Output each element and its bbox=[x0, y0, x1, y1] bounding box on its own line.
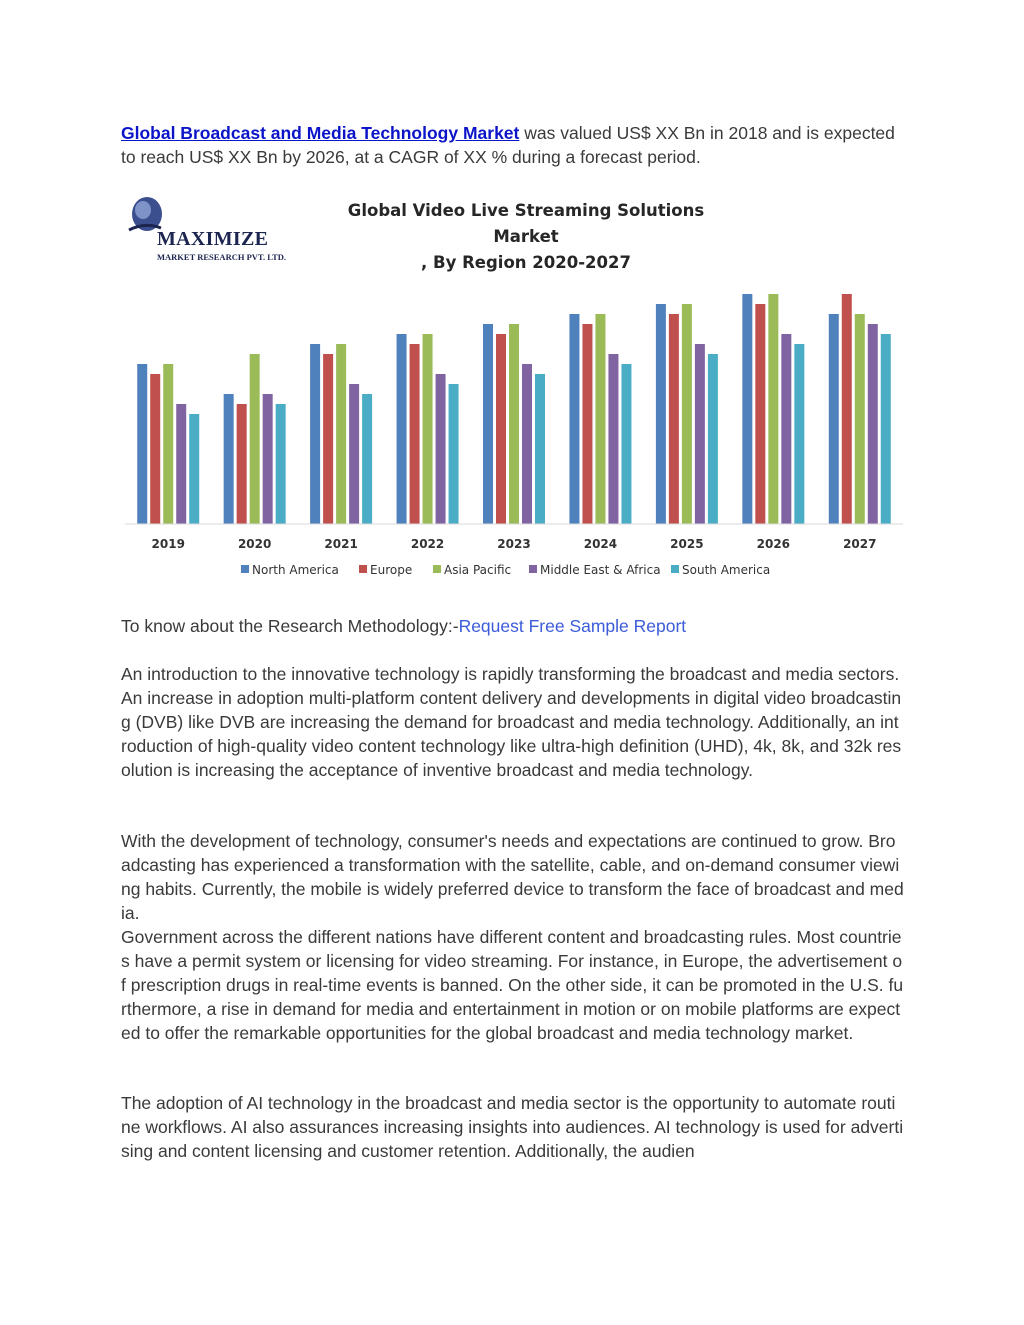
bar bbox=[855, 314, 865, 524]
chart-figure bbox=[121, 188, 911, 590]
bar bbox=[708, 354, 718, 524]
bar bbox=[483, 324, 493, 524]
bar bbox=[595, 314, 605, 524]
bar bbox=[881, 334, 891, 524]
bar bbox=[362, 394, 372, 524]
bar bbox=[582, 324, 592, 524]
bar bbox=[410, 344, 420, 524]
legend-label: Asia Pacific bbox=[444, 563, 512, 577]
x-tick-label: 2020 bbox=[237, 537, 272, 551]
logo-subtitle: MARKET RESEARCH PVT. LTD. bbox=[157, 252, 287, 262]
bar bbox=[755, 304, 765, 524]
methodology-text: To know about the Research Methodology:- bbox=[121, 616, 459, 636]
legend-swatch bbox=[671, 565, 679, 573]
bar bbox=[263, 394, 273, 524]
bar bbox=[829, 314, 839, 524]
x-tick-label: 2024 bbox=[583, 537, 618, 551]
bar bbox=[250, 354, 260, 524]
bar bbox=[768, 294, 778, 524]
bar bbox=[163, 364, 173, 524]
legend-swatch bbox=[433, 565, 441, 573]
bar bbox=[695, 344, 705, 524]
paragraph-consumer-text: With the development of technology, consumer's needs and expectations are continued to grow. Broadcasting has experienced a transformation with the satellite, cable, and on-demand consumer viewing habits. Currently, the mobile is widely preferred device to transform the face of broadcast and media. bbox=[121, 831, 904, 923]
sample-report-link[interactable]: Request Free Sample Report bbox=[458, 616, 687, 636]
bar bbox=[310, 344, 320, 524]
bar bbox=[397, 334, 407, 524]
x-tick-label: 2019 bbox=[151, 537, 185, 551]
legend-label: Europe bbox=[370, 563, 413, 577]
logo-name: MAXIMIZE bbox=[157, 228, 269, 250]
legend-swatch bbox=[241, 565, 249, 573]
legend-label: South America bbox=[682, 563, 771, 577]
bar bbox=[349, 384, 359, 524]
paragraph-innovation: An introduction to the innovative technology is rapidly transforming the broadcast and media sectors. An increase in adoption multi-platform content delivery and developments in digital video broadcasting (DVB) like DVB are increasing the demand for broadcast and media technology. Additionally, an introduction of high-quality video content technology like ultra-high definition (UHD), 4k, 8k, and 32k resolution is increasing the acceptance of inventive broadcast and media technology. bbox=[121, 664, 902, 780]
bar bbox=[496, 334, 506, 524]
paragraph-consumer bbox=[121, 829, 904, 1045]
bar bbox=[608, 354, 618, 524]
bar bbox=[682, 304, 692, 524]
bar bbox=[842, 294, 852, 524]
intro-paragraph bbox=[121, 121, 904, 169]
bar bbox=[781, 334, 791, 524]
legend-label: Middle East & Africa bbox=[540, 563, 661, 577]
paragraph-government-text: Government across the different nations have different content and broadcasting rules. Most countries have a permit system or licensing for video streaming. For instance, in Europe, the advertisement of prescription drugs in real-time events is banned. On the other side, it can be promoted in the U.S. furthermore, a rise in demand for media and entertainment in motion or on mobile platforms are expected to offer the remarkable opportunities for the global broadcast and media technology market. bbox=[121, 927, 904, 1043]
x-tick-label: 2021 bbox=[324, 537, 358, 551]
bar bbox=[423, 334, 433, 524]
legend-swatch bbox=[529, 565, 537, 573]
market-report-link[interactable]: Global Broadcast and Media Technology Market bbox=[121, 123, 520, 143]
bar bbox=[656, 304, 666, 524]
bar bbox=[522, 364, 532, 524]
bar bbox=[669, 314, 679, 524]
bar bbox=[176, 404, 186, 524]
bar bbox=[150, 374, 160, 524]
bar bbox=[868, 324, 878, 524]
bar bbox=[237, 404, 247, 524]
bar bbox=[535, 374, 545, 524]
legend-label: North America bbox=[252, 563, 339, 577]
legend-swatch bbox=[359, 565, 367, 573]
x-tick-label: 2027 bbox=[843, 537, 877, 551]
bar bbox=[323, 354, 333, 524]
chart-title-line1: Global Video Live Streaming Solutions Market bbox=[347, 201, 705, 246]
bar bbox=[137, 364, 147, 524]
methodology-line bbox=[121, 614, 904, 638]
chart-title-line2: , By Region 2020-2027 bbox=[421, 253, 631, 272]
bar bbox=[276, 404, 286, 524]
bar bbox=[794, 344, 804, 524]
bar bbox=[509, 324, 519, 524]
bar bbox=[336, 344, 346, 524]
bar bbox=[742, 294, 752, 524]
bar-chart bbox=[121, 188, 911, 590]
bar bbox=[621, 364, 631, 524]
x-tick-label: 2026 bbox=[756, 537, 791, 551]
x-tick-label: 2025 bbox=[670, 537, 704, 551]
bar bbox=[569, 314, 579, 524]
bar bbox=[224, 394, 234, 524]
intro-text: was valued US$ XX Bn in 2018 and is expected to reach US$ XX Bn by 2026, at a CAGR of XX % during a forecast period. bbox=[121, 123, 895, 167]
bar bbox=[449, 384, 459, 524]
x-tick-label: 2023 bbox=[497, 537, 531, 551]
bar bbox=[436, 374, 446, 524]
x-tick-label: 2022 bbox=[410, 537, 445, 551]
paragraph-ai: The adoption of AI technology in the broadcast and media sector is the opportunity to automate routine workflows. AI also assurances increasing insights into audiences. AI technology is used for advertising and content licensing and customer retention. Additionally, the audien bbox=[121, 1093, 904, 1161]
bar bbox=[189, 414, 199, 524]
